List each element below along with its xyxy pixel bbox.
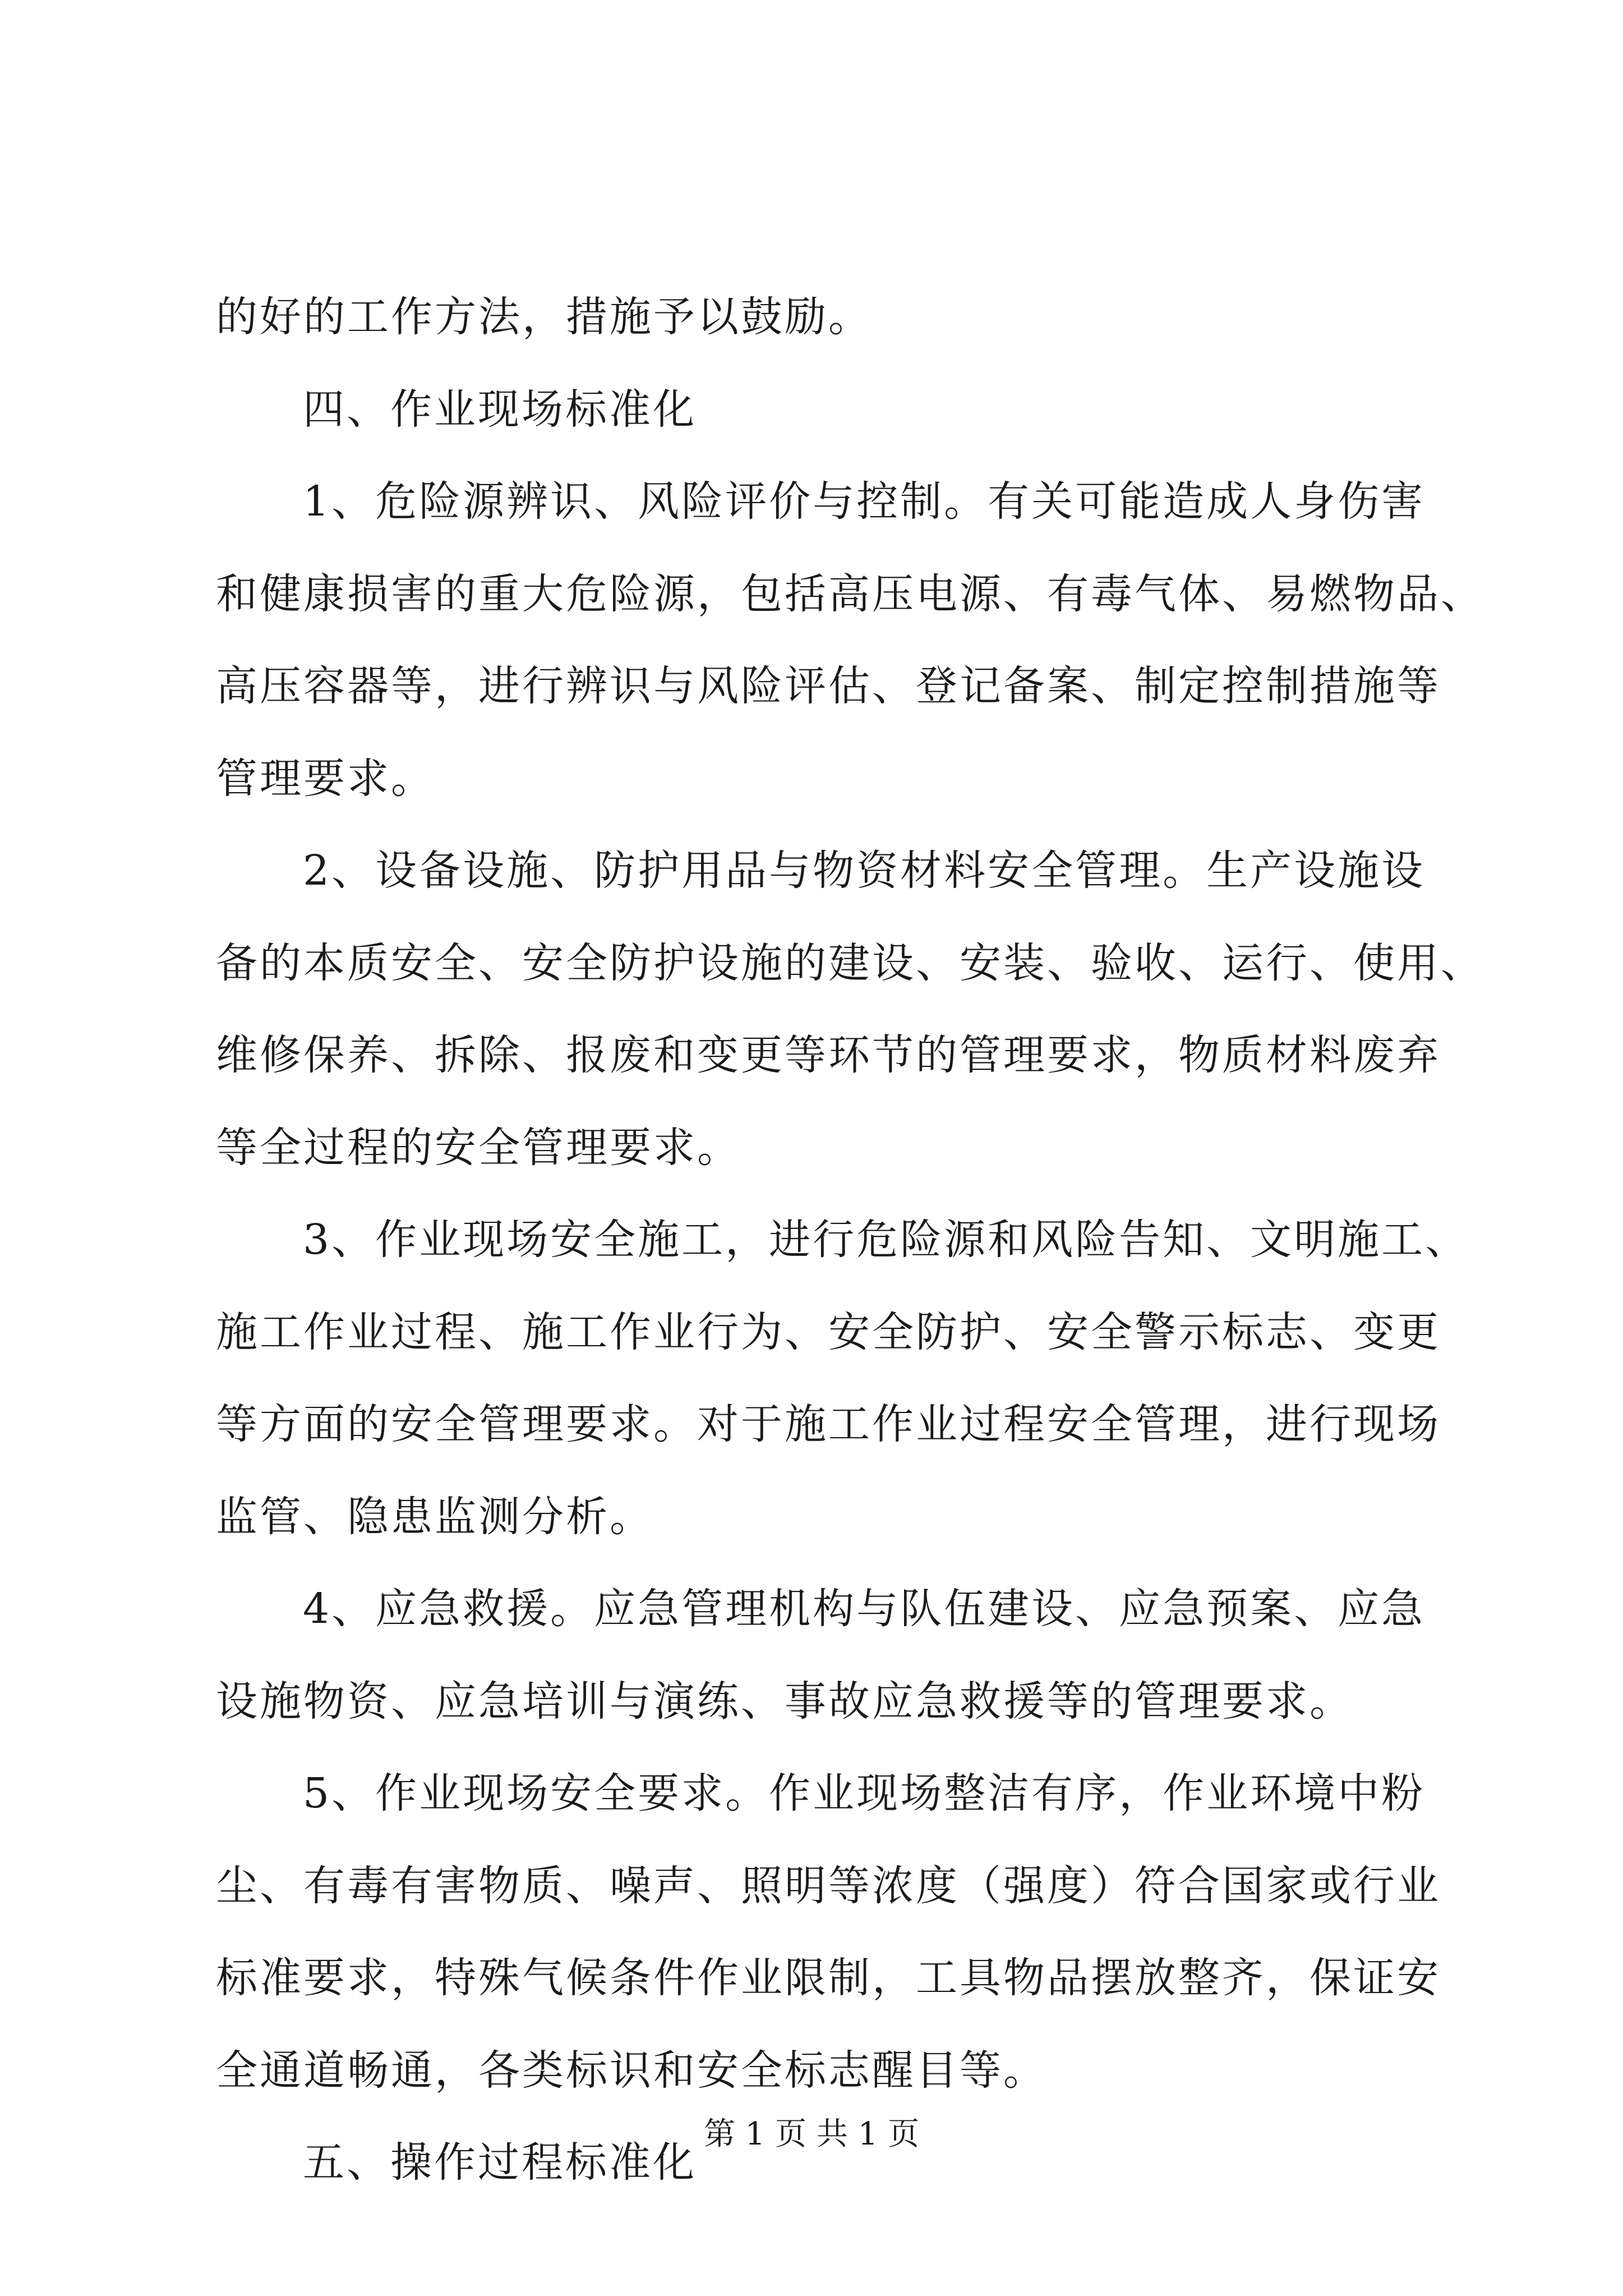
paragraph-line: 的好的工作方法，措施予以鼓励。: [216, 293, 872, 341]
page-footer: 第 1 页 共 1 页: [703, 2116, 920, 2152]
section-heading-4: 四、作业现场标准化: [303, 385, 697, 434]
paragraph-line: 设施物资、应急培训与演练、事故应急救援等的管理要求。: [216, 1677, 1353, 1726]
section-heading-5: 五、操作过程标准化: [303, 2138, 697, 2187]
paragraph-line: 3、作业现场安全施工，进行危险源和风险告知、文明施工、: [303, 1216, 1469, 1264]
paragraph-line: 监管、隐患监测分析。: [216, 1493, 653, 1541]
paragraph-line: 标准要求，特殊气候条件作业限制，工具物品摆放整齐，保证安: [216, 1954, 1441, 2002]
paragraph-line: 2、设备设施、防护用品与物资材料安全管理。生产设施设: [303, 846, 1426, 895]
paragraph-line: 施工作业过程、施工作业行为、安全防护、安全警示标志、变更: [216, 1308, 1441, 1356]
paragraph-line: 尘、有毒有害物质、噪声、照明等浓度（强度）符合国家或行业: [216, 1862, 1441, 1910]
paragraph-line: 1、危险源辨识、风险评价与控制。有关可能造成人身伤害: [303, 477, 1426, 526]
paragraph-line: 5、作业现场安全要求。作业现场整洁有序，作业环境中粉: [303, 1769, 1426, 1818]
paragraph-line: 4、应急救援。应急管理机构与队伍建设、应急预案、应急: [303, 1585, 1426, 1633]
paragraph-line: 维修保养、拆除、报废和变更等环节的管理要求，物质材料废弃: [216, 1031, 1441, 1079]
paragraph-line: 管理要求。: [216, 754, 435, 803]
paragraph-line: 和健康损害的重大危险源，包括高压电源、有毒气体、易燃物品、: [216, 570, 1484, 618]
paragraph-line: 等全过程的安全管理要求。: [216, 1124, 741, 1172]
paragraph-line: 高压容器等，进行辨识与风险评估、登记备案、制定控制措施等: [216, 662, 1441, 710]
paragraph-line: 全通道畅通，各类标识和安全标志醒目等。: [216, 2046, 1047, 2095]
paragraph-line: 等方面的安全管理要求。对于施工作业过程安全管理，进行现场: [216, 1400, 1441, 1448]
paragraph-line: 备的本质安全、安全防护设施的建设、安装、验收、运行、使用、: [216, 939, 1484, 987]
